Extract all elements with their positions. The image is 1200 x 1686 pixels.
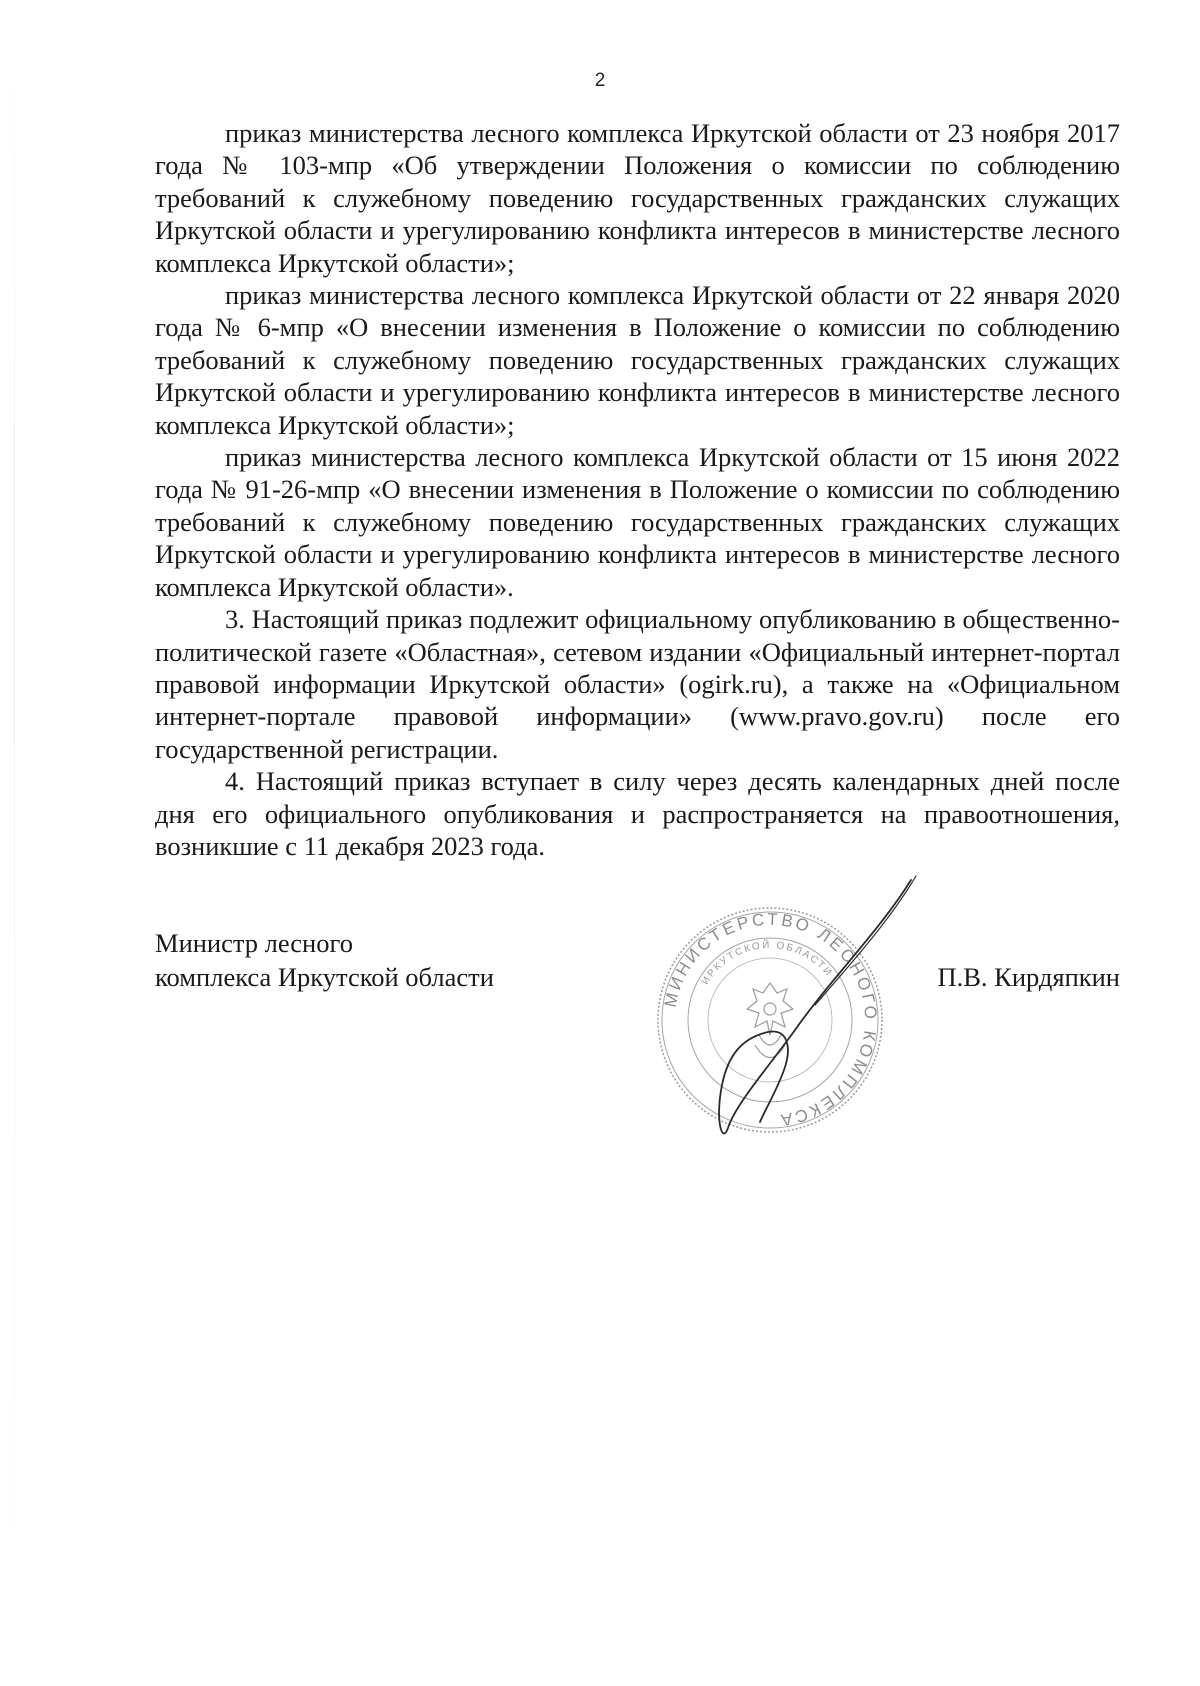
signer-position-line2: комплекса Иркутской области bbox=[155, 962, 494, 992]
signer-name: П.В. Кирдяпкин bbox=[937, 962, 1120, 992]
page-number: 2 bbox=[594, 70, 606, 91]
scan-edge bbox=[14, 0, 15, 1686]
paragraph-effective-date: 4. Настоящий приказ вступает в силу через десять календарных дней после дня его официального опубликования и распространяется на правоотношения, возникшие с 11 декабря 2023 года. bbox=[155, 766, 1120, 861]
paragraph-order-2017: приказ министерства лесного комплекса Иркутской области от 23 ноября 2017 года № 103-мпр «Об утверждении Положения о комиссии по соблюдению требований к служебному поведению государственных гражданских служащих Иркутской области и урегулированию конфликта интересов в министерстве лесного комплекса Иркутской области»; bbox=[155, 118, 1120, 278]
paragraph-order-2020: приказ министерства лесного комплекса Иркутской области от 22 января 2020 года № 6-мпр «О внесении изменения в Положение о комиссии по соблюдению требований к служебному поведению государственных гражданских служащих Иркутской области и урегулированию конфликта интересов в министерстве лесного комплекса Иркутской области»; bbox=[155, 280, 1120, 440]
handwritten-signature bbox=[680, 870, 940, 1140]
seal-inner-text: ИРКУТСКОЙ ОБЛАСТИ bbox=[700, 939, 835, 987]
document-body bbox=[155, 117, 1120, 862]
signer-position-line1: Министр лесного bbox=[155, 928, 353, 958]
paragraph-order-2022: приказ министерства лесного комплекса Иркутской области от 15 июня 2022 года № 91-26-мпр «О внесении изменения в Положение о комиссии по соблюдению требований к служебному поведению государственных гражданских служащих Иркутской области и урегулированию конфликта интересов в министерстве лесного комплекса Иркутской области». bbox=[155, 442, 1120, 602]
signer-position bbox=[155, 926, 494, 994]
paragraph-publication: 3. Настоящий приказ подлежит официальному опубликованию в общественно-политической газете «Областная», сетевом издании «Официальный интернет-портал правовой информации Иркутской области» (ogirk.ru), а также на «Официальном интернет-портале правовой информации» (www.pravo.gov.ru) после его государственной регистрации. bbox=[155, 604, 1120, 764]
seal-outer-text: МИНИСТЕРСТВО ЛЕСНОГО КОМПЛЕКСА bbox=[660, 909, 881, 1130]
